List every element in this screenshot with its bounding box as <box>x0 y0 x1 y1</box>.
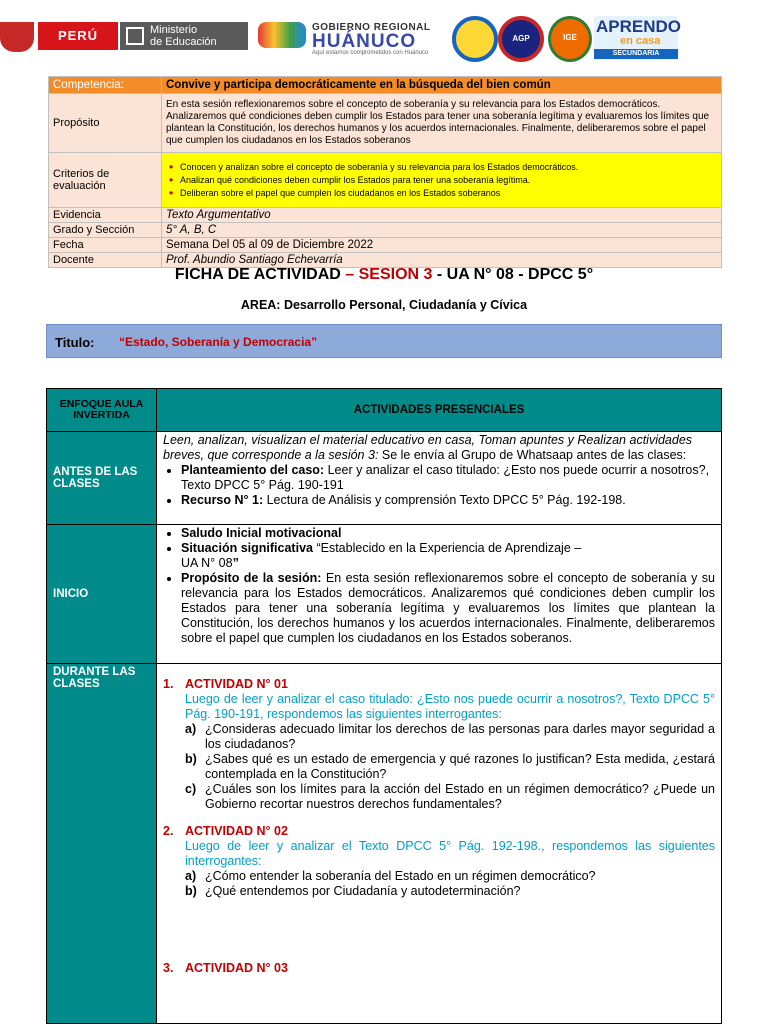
antes-b1-bold: Planteamiento del caso: <box>181 463 325 477</box>
ficha-title <box>0 266 768 284</box>
header-actividades: ACTIVIDADES PRESENCIALES <box>157 389 722 432</box>
antes-content <box>157 432 722 525</box>
ficha-title-part1: FICHA DE ACTIVIDAD <box>174 266 346 283</box>
activity-3-title-text: ACTIVIDAD N° 03 <box>185 961 288 975</box>
criterio-item: • Analizan qué condiciones deben cumplir los Estados para tener una soberanía legítima. <box>180 175 717 185</box>
minedu-line1: Ministerio <box>150 24 198 36</box>
activity-1-title <box>163 677 715 692</box>
activity-1 <box>163 677 715 812</box>
ficha-title-part3: - UA N° 08 - DPCC 5° <box>432 266 594 283</box>
grado-value: 5° A, B, C <box>162 223 722 238</box>
gobierno-regional-logo <box>258 20 448 56</box>
antes-intro-italic: Leen, analizan, visualizan el material educativo en casa, Toman apuntes y Realizan actividades breves, que corresponde a la sesión 3: <box>163 433 693 462</box>
inicio-b3-rest: En esta sesión reflexionaremos sobre el concepto de soberanía y su relevancia para los Estados democráticos. Analizaremos qué condiciones deben cumplir los Estados para tener una soberanía legítima y evaluaremos los límites que plantean la Constitución, los derechos humanos y los acuerdos internacionales. Finalmente, deliberaremos sobre el papel que cumplen los ciudadanos en los Estados soberanos. <box>181 571 715 645</box>
activity-3-number: 3. <box>163 961 174 975</box>
grado-label: Grado y Sección <box>49 223 162 238</box>
minedu-logo <box>120 22 248 50</box>
durante-content <box>157 664 722 1024</box>
proposito-label: Propósito <box>49 94 162 153</box>
inicio-row <box>47 525 722 664</box>
activity-1-question <box>185 752 715 782</box>
competencia-label: Competencia: <box>49 77 162 94</box>
criterios-label: Criterios de evaluación <box>49 153 162 208</box>
question-text: ¿Cómo entender la soberanía del Estado en un régimen democrático? <box>205 869 596 883</box>
inicio-label: INICIO <box>47 525 157 664</box>
activity-1-title-text: ACTIVIDAD N° 01 <box>185 677 288 691</box>
durante-row <box>47 664 722 1024</box>
activities-table <box>46 388 722 1024</box>
aprendo-line1: APRENDO <box>596 17 682 36</box>
peru-coat-of-arms-icon <box>0 22 34 52</box>
antes-b2-bold: Recurso N° 1: <box>181 493 264 507</box>
activity-3-title <box>163 961 715 976</box>
activity-3 <box>163 961 715 976</box>
proposito-row <box>49 94 722 153</box>
question-text: ¿Sabes qué es un estado de emergencia y qué razones lo justifican? Esta medida, ¿estará contemplada en la Constitución? <box>205 752 715 781</box>
question-text: ¿Consideras adecuado limitar los derechos de las personas para darles mayor seguridad a los ciudadanos? <box>205 722 715 751</box>
ficha-title-session: – SESION 3 <box>345 266 433 283</box>
inicio-content <box>157 525 722 664</box>
antes-bullet <box>181 493 715 508</box>
question-text: ¿Cuáles son los límites para la acción del Estado en un régimen democrático? ¿Puede un Gobierno recortar nuestros derechos fundamentales? <box>205 782 715 811</box>
evidencia-row <box>49 208 722 223</box>
proposito-value: En esta sesión reflexionaremos sobre el concepto de soberanía y su relevancia para los Estados democráticos. Analizaremos qué condiciones deben cumplir los Estados para tener una soberanía legítima y evaluaremos los límites que plantean la Constitución, los derechos humanos y los acuerdos internacionales. Finalmente, deliberaremos sobre el papel que cumplen los ciudadanos en los Estados soberanos <box>162 94 722 153</box>
question-key: b) <box>185 752 197 766</box>
antes-b1-rest: Leer y analizar el caso titulado: ¿Esto nos puede ocurrir a nosotros?, Texto DPCC 5° Pág. 190-191 <box>181 463 710 492</box>
grado-row <box>49 223 722 238</box>
competencia-row <box>49 77 722 94</box>
activity-1-intro: Luego de leer y analizar el caso titulado: ¿Esto nos puede ocurrir a nosotros?, Texto DPCC 5° Pág. 190-191, respondemos las siguientes interrogantes: <box>185 692 715 721</box>
criterio-item: • Deliberan sobre el papel que cumplen los ciudadanos en los Estados soberanos <box>180 188 717 198</box>
evidencia-label: Evidencia <box>49 208 162 223</box>
question-key: b) <box>185 884 197 898</box>
inicio-b2-line2: UA N° 08 <box>181 556 233 570</box>
ige-seal-icon <box>548 16 592 62</box>
inicio-bullet <box>181 571 715 646</box>
header-enfoque: ENFOQUE AULA INVERTIDA <box>47 389 157 432</box>
antes-row <box>47 432 722 525</box>
activity-2-question <box>185 869 715 884</box>
activity-1-question <box>185 722 715 752</box>
inicio-b2-rest: “Establecido en la Experiencia de Aprendizaje – <box>312 541 582 555</box>
titulo-label: Titulo: <box>55 335 95 350</box>
competencia-value: Convive y participa democráticamente en la búsqueda del bien común <box>162 77 722 94</box>
minedu-line2: de Educación <box>150 36 217 48</box>
aprendo-line3: SECUNDARIA <box>594 49 678 59</box>
fecha-label: Fecha <box>49 238 162 253</box>
inicio-b1: Saludo Inicial motivacional <box>181 526 342 540</box>
huanuco-emblem-icon <box>258 22 306 48</box>
question-text: ¿Qué entendemos por Ciudadanía y autodeterminación? <box>205 884 521 898</box>
activity-2-intro: Luego de leer y analizar el Texto DPCC 5° Pág. 192-198., respondemos las siguientes interrogantes: <box>185 839 715 868</box>
antes-b2-rest: Lectura de Análisis y comprensión Texto DPCC 5° Pág. 192-198. <box>263 493 626 507</box>
session-info-table <box>48 76 722 268</box>
area-subtitle: AREA: Desarrollo Personal, Ciudadanía y Cívica <box>240 298 528 312</box>
aprendo-line2: en casa <box>620 35 661 47</box>
durante-label: DURANTE LAS CLASES <box>47 664 157 1024</box>
inicio-b2-bold: Situación significativa <box>181 541 313 555</box>
criterios-value <box>162 153 722 208</box>
agp-seal-icon <box>498 16 544 62</box>
seal2-text: AGP <box>512 34 530 43</box>
inicio-b2-close: ” <box>232 556 239 570</box>
docente-value: Prof. Abundio Santiago Echevarría <box>162 253 722 268</box>
seal3-text: IGE <box>563 33 577 42</box>
docente-label: Docente <box>49 253 162 268</box>
question-key: c) <box>185 782 197 796</box>
ugel-seal-icon <box>452 16 498 62</box>
fecha-value: Semana Del 05 al 09 de Diciembre 2022 <box>162 238 722 253</box>
antes-intro-rest: Se le envía al Grupo de Whatsaap antes de las clases: <box>378 448 687 462</box>
activity-2-title <box>163 824 715 839</box>
aprendo-en-casa-logo <box>594 16 682 60</box>
gore-line2: HUÁNUCO <box>312 31 417 52</box>
logo-banner <box>0 0 768 60</box>
antes-bullet <box>181 463 715 493</box>
antes-label: ANTES DE LAS CLASES <box>47 432 157 525</box>
inicio-bullet <box>181 526 715 541</box>
activity-2-number: 2. <box>163 824 174 838</box>
titulo-box <box>46 324 722 358</box>
activity-2-question <box>185 884 715 899</box>
fecha-row <box>49 238 722 253</box>
criterios-row <box>49 153 722 208</box>
activities-header-row <box>47 389 722 432</box>
activity-1-number: 1. <box>163 677 174 691</box>
gore-line3: Aquí estamos comprometidos con Huánuco <box>312 50 429 56</box>
activity-2-title-text: ACTIVIDAD N° 02 <box>185 824 288 838</box>
minedu-mark-icon <box>126 27 144 45</box>
peru-logo: PERÚ <box>38 22 118 50</box>
inicio-b3-bold: Propósito de la sesión: <box>181 571 322 585</box>
gore-line1: GOBIERNO REGIONAL <box>312 22 431 33</box>
inicio-bullet <box>181 541 715 571</box>
activity-2 <box>163 824 715 899</box>
evidencia-value: Texto Argumentativo <box>162 208 722 223</box>
activity-1-question <box>185 782 715 812</box>
criterio-item: • Conocen y analizan sobre el concepto de soberanía y su relevancia para los Estados democráticos. <box>180 162 717 172</box>
titulo-value: “Estado, Soberanía y Democracia” <box>119 335 318 349</box>
question-key: a) <box>185 722 197 736</box>
question-key: a) <box>185 869 197 883</box>
